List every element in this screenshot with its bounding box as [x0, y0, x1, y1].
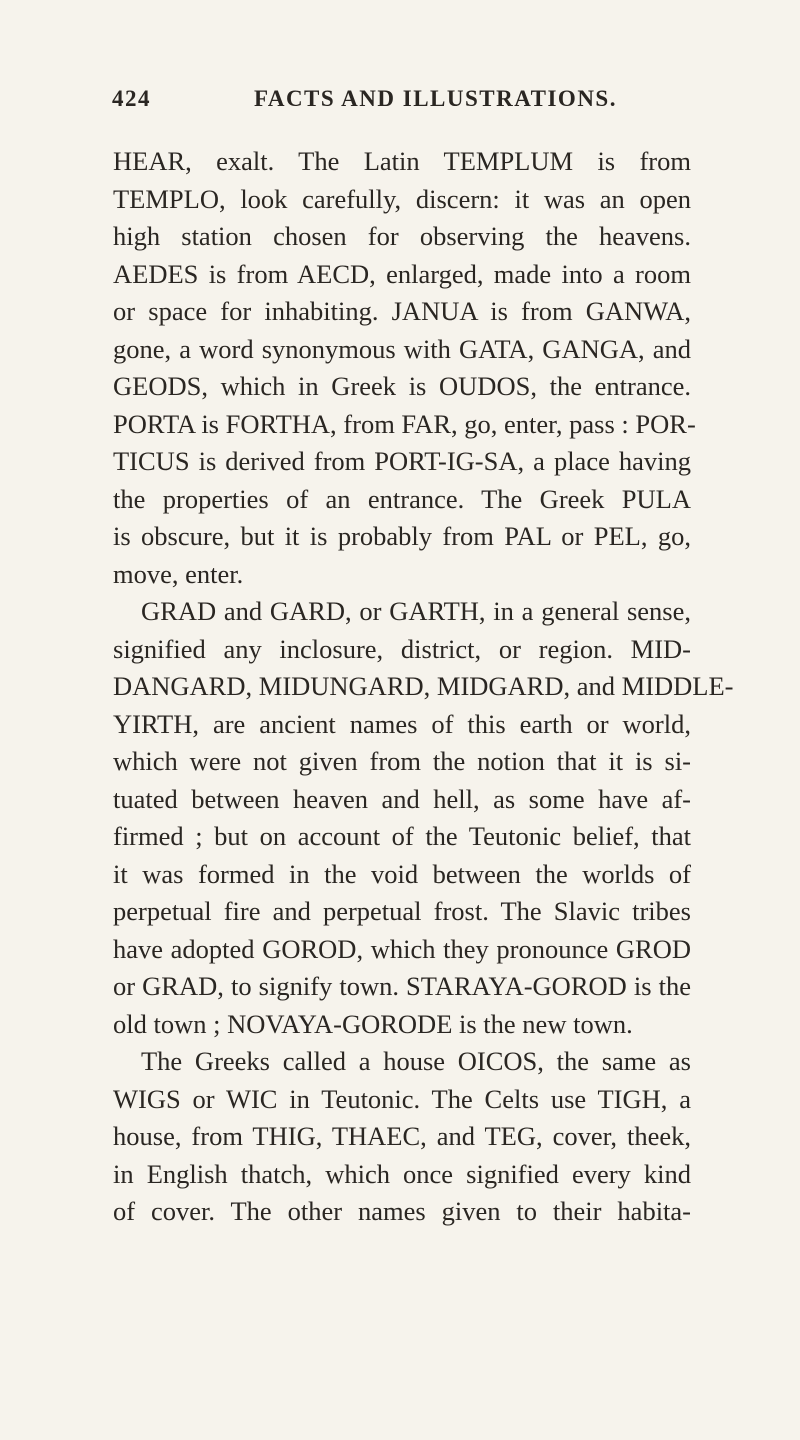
text-line: AEDES is from AECD, enlarged, made into a room: [113, 258, 691, 289]
text-line: the properties of an entrance. The Greek PULA: [113, 483, 691, 514]
text-line: or GRAD, to signify town. STARAYA-GOROD is the: [113, 971, 691, 1001]
text-line: which were not given from the notion that it is si-: [113, 746, 691, 776]
text-line: YIRTH, are ancient names of this earth or world,: [113, 708, 691, 739]
text-line: perpetual fire and perpetual frost. The Slavic tribes: [113, 896, 691, 926]
text-line: GRAD and GARD, or GARTH, in a general sense,: [141, 596, 691, 626]
text-line: signified any inclosure, district, or region. MID-: [113, 633, 691, 664]
text-line: The Greeks called a house OICOS, the same as: [141, 1046, 691, 1076]
text-line: old town ; NOVAYA-GORODE is the new town.: [113, 1008, 633, 1039]
text-line: it was formed in the void between the worlds of: [113, 858, 691, 889]
running-head: [112, 86, 690, 116]
text-line: have adopted GOROD, which they pronounce GROD: [113, 933, 691, 964]
text-line: is obscure, but it is probably from PAL or PEL, go,: [113, 521, 691, 551]
text-line: WIGS or WIC in Teutonic. The Celts use TIGH, a: [113, 1083, 691, 1114]
text-line: TICUS is derived from PORT-IG-SA, a place having: [113, 446, 691, 476]
body-text: [113, 143, 734, 1231]
text-line: in English thatch, which once signified every kind: [113, 1158, 691, 1189]
text-line: gone, a word synonymous with GATA, GANGA, and: [113, 333, 691, 364]
page-number: 424: [112, 86, 151, 111]
text-line: house, from THIG, THAEC, and TEG, cover, theek,: [113, 1121, 691, 1151]
text-line: high station chosen for observing the heavens.: [113, 221, 691, 251]
text-line: GEODS, which in Greek is OUDOS, the entrance.: [113, 371, 691, 401]
running-title: FACTS AND ILLUSTRATIONS.: [254, 86, 617, 111]
text-line: tuated between heaven and hell, as some have af-: [113, 783, 691, 814]
text-line: HEAR, exalt. The Latin TEMPLUM is from: [113, 146, 691, 176]
text-line: firmed ; but on account of the Teutonic belief, that: [113, 821, 691, 851]
text-line: TEMPLO, look carefully, discern: it was an open: [113, 183, 691, 214]
text-line: DANGARD, MIDUNGARD, MIDGARD, and MIDDLE-: [113, 671, 734, 701]
text-line: or space for inhabiting. JANUA is from GANWA,: [113, 296, 691, 326]
text-line: of cover. The other names given to their habita-: [113, 1196, 691, 1226]
text-line: move, enter.: [113, 558, 244, 589]
text-line: PORTA is FORTHA, from FAR, go, enter, pass : POR-: [113, 408, 696, 439]
